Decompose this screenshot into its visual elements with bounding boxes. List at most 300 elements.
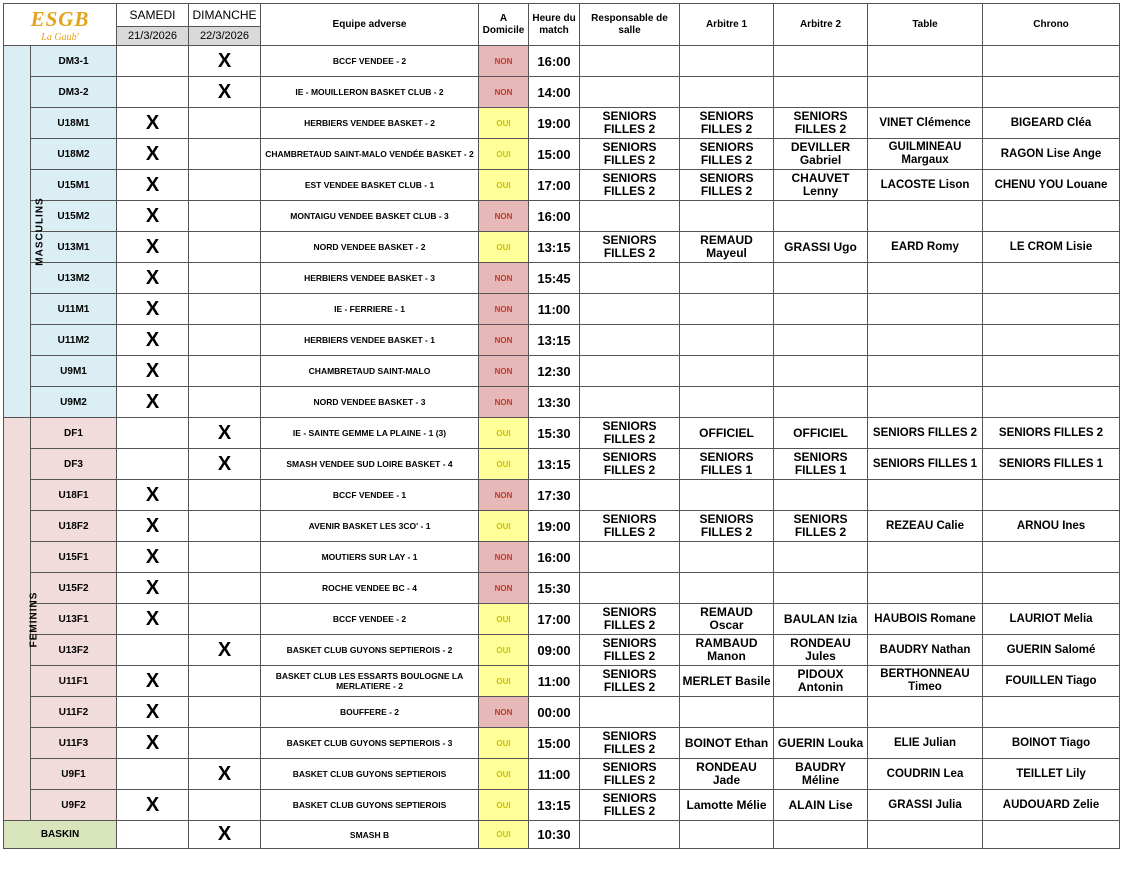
home-cell: OUI (479, 449, 529, 480)
referee-2-cell (774, 821, 868, 849)
referee-2-cell: SENIORS FILLES 2 (774, 108, 868, 139)
sunday-mark (189, 387, 261, 418)
saturday-mark: X (117, 480, 189, 511)
referee-2-cell: PIDOUX Antonin (774, 666, 868, 697)
sunday-mark: X (189, 46, 261, 77)
chrono-cell: LAURIOT Melia (983, 604, 1120, 635)
saturday-mark: X (117, 728, 189, 759)
opponent-cell: IE - FERRIERE - 1 (261, 294, 479, 325)
referee-2-cell: SENIORS FILLES 2 (774, 511, 868, 542)
referee-2-cell (774, 201, 868, 232)
referee-1-cell (680, 77, 774, 108)
opponent-cell: NORD VENDEE BASKET - 3 (261, 387, 479, 418)
sunday-mark (189, 108, 261, 139)
table-row (4, 790, 1120, 821)
table-cell: EARD Romy (868, 232, 983, 263)
sunday-mark: X (189, 449, 261, 480)
time-cell: 16:00 (529, 46, 580, 77)
time-cell: 11:00 (529, 666, 580, 697)
referee-2-cell: CHAUVET Lenny (774, 170, 868, 201)
hall-manager-cell (580, 356, 680, 387)
hall-manager-cell (580, 821, 680, 849)
group-label: MASCULINS (34, 197, 46, 266)
opponent-cell: CHAMBRETAUD SAINT-MALO (261, 356, 479, 387)
table-cell (868, 201, 983, 232)
time-cell: 12:30 (529, 356, 580, 387)
hall-manager-cell: SENIORS FILLES 2 (580, 790, 680, 821)
hall-manager-cell (580, 325, 680, 356)
header-chrono: Chrono (983, 4, 1120, 46)
opponent-cell: SMASH B (261, 821, 479, 849)
referee-2-cell: BAUDRY Méline (774, 759, 868, 790)
sunday-mark (189, 542, 261, 573)
referee-2-cell (774, 46, 868, 77)
opponent-cell: BCCF VENDEE - 2 (261, 604, 479, 635)
category-cell: U9F1 (31, 759, 117, 790)
chrono-cell: ARNOU Ines (983, 511, 1120, 542)
home-cell: NON (479, 46, 529, 77)
header-row (4, 4, 1120, 27)
referee-1-cell: SENIORS FILLES 2 (680, 511, 774, 542)
home-cell: OUI (479, 170, 529, 201)
chrono-cell (983, 356, 1120, 387)
referee-2-cell: DEVILLER Gabriel (774, 139, 868, 170)
time-cell: 14:00 (529, 77, 580, 108)
saturday-mark: X (117, 511, 189, 542)
referee-1-cell: SENIORS FILLES 2 (680, 108, 774, 139)
referee-1-cell (680, 573, 774, 604)
sunday-mark (189, 139, 261, 170)
chrono-cell (983, 46, 1120, 77)
home-cell: OUI (479, 418, 529, 449)
hall-manager-cell: SENIORS FILLES 2 (580, 139, 680, 170)
chrono-cell (983, 480, 1120, 511)
saturday-mark (117, 759, 189, 790)
sunday-mark (189, 480, 261, 511)
table-row (4, 635, 1120, 666)
table-cell (868, 697, 983, 728)
chrono-cell: BOINOT Tiago (983, 728, 1120, 759)
time-cell: 13:30 (529, 387, 580, 418)
header-home: A Domicile (479, 4, 529, 46)
referee-1-cell: REMAUD Oscar (680, 604, 774, 635)
table-row (4, 201, 1120, 232)
saturday-mark: X (117, 108, 189, 139)
time-cell: 17:30 (529, 480, 580, 511)
opponent-cell: MONTAIGU VENDEE BASKET CLUB - 3 (261, 201, 479, 232)
saturday-mark: X (117, 542, 189, 573)
opponent-cell: HERBIERS VENDEE BASKET - 2 (261, 108, 479, 139)
opponent-cell: BASKET CLUB GUYONS SEPTIEROIS (261, 790, 479, 821)
header-referee-2: Arbitre 2 (774, 4, 868, 46)
home-cell: NON (479, 573, 529, 604)
table-row (4, 232, 1120, 263)
group-masculins (4, 46, 46, 418)
table-row (4, 263, 1120, 294)
category-cell: U15F1 (31, 542, 117, 573)
sunday-mark (189, 294, 261, 325)
time-cell: 11:00 (529, 759, 580, 790)
chrono-cell: AUDOUARD Zelie (983, 790, 1120, 821)
category-cell: U15F2 (31, 573, 117, 604)
category-cell: U9M1 (31, 356, 117, 387)
table-cell (868, 542, 983, 573)
time-cell: 19:00 (529, 511, 580, 542)
header-referee-1: Arbitre 1 (680, 4, 774, 46)
saturday-mark: X (117, 356, 189, 387)
referee-1-cell: RAMBAUD Manon (680, 635, 774, 666)
referee-1-cell: BOINOT Ethan (680, 728, 774, 759)
sunday-mark (189, 790, 261, 821)
time-cell: 16:00 (529, 542, 580, 573)
table-row (4, 449, 1120, 480)
home-cell: OUI (479, 232, 529, 263)
opponent-cell: BCCF VENDEE - 1 (261, 480, 479, 511)
referee-2-cell (774, 387, 868, 418)
category-cell: U15M1 (31, 170, 117, 201)
referee-1-cell (680, 356, 774, 387)
saturday-mark: X (117, 139, 189, 170)
opponent-cell: IE - MOUILLERON BASKET CLUB - 2 (261, 77, 479, 108)
referee-2-cell (774, 263, 868, 294)
category-cell: U9M2 (31, 387, 117, 418)
chrono-cell (983, 77, 1120, 108)
referee-2-cell (774, 697, 868, 728)
table-row (4, 542, 1120, 573)
category-cell: U11M2 (31, 325, 117, 356)
category-cell: U18M2 (31, 139, 117, 170)
referee-2-cell: GRASSI Ugo (774, 232, 868, 263)
hall-manager-cell (580, 542, 680, 573)
time-cell: 15:30 (529, 573, 580, 604)
opponent-cell: IE - SAINTE GEMME LA PLAINE - 1 (3) (261, 418, 479, 449)
referee-1-cell (680, 542, 774, 573)
chrono-cell (983, 573, 1120, 604)
table-row (4, 356, 1120, 387)
chrono-cell (983, 542, 1120, 573)
referee-1-cell (680, 387, 774, 418)
club-logo (4, 4, 117, 46)
saturday-mark (117, 77, 189, 108)
sunday-mark (189, 232, 261, 263)
referee-1-cell (680, 201, 774, 232)
referee-1-cell: REMAUD Mayeul (680, 232, 774, 263)
sunday-mark (189, 263, 261, 294)
category-cell: U11F1 (31, 666, 117, 697)
chrono-cell (983, 697, 1120, 728)
table-row (4, 480, 1120, 511)
hall-manager-cell (580, 263, 680, 294)
opponent-cell: CHAMBRETAUD SAINT-MALO VENDÉE BASKET - 2 (261, 139, 479, 170)
table-row (4, 418, 1120, 449)
time-cell: 09:00 (529, 635, 580, 666)
hall-manager-cell (580, 294, 680, 325)
hall-manager-cell: SENIORS FILLES 2 (580, 728, 680, 759)
time-cell: 15:45 (529, 263, 580, 294)
logo-subtitle: La Gaub' (41, 31, 79, 43)
opponent-cell: BASKET CLUB GUYONS SEPTIEROIS - 3 (261, 728, 479, 759)
referee-2-cell (774, 480, 868, 511)
sunday-mark: X (189, 821, 261, 849)
referee-1-cell (680, 821, 774, 849)
opponent-cell: AVENIR BASKET LES 3CO' - 1 (261, 511, 479, 542)
sunday-mark (189, 728, 261, 759)
chrono-cell (983, 294, 1120, 325)
sunday-mark (189, 697, 261, 728)
referee-1-cell: RONDEAU Jade (680, 759, 774, 790)
header-time: Heure du match (529, 4, 580, 46)
hall-manager-cell: SENIORS FILLES 2 (580, 449, 680, 480)
hall-manager-cell (580, 387, 680, 418)
category-cell: U13F1 (31, 604, 117, 635)
hall-manager-cell: SENIORS FILLES 2 (580, 511, 680, 542)
header-table: Table (868, 4, 983, 46)
hall-manager-cell: SENIORS FILLES 2 (580, 418, 680, 449)
chrono-cell: RAGON Lise Ange (983, 139, 1120, 170)
time-cell: 19:00 (529, 108, 580, 139)
chrono-cell: CHENU YOU Louane (983, 170, 1120, 201)
saturday-mark: X (117, 790, 189, 821)
saturday-mark (117, 418, 189, 449)
saturday-mark: X (117, 170, 189, 201)
category-cell: DF1 (31, 418, 117, 449)
home-cell: NON (479, 697, 529, 728)
time-cell: 13:15 (529, 790, 580, 821)
opponent-cell: BASKET CLUB GUYONS SEPTIEROIS - 2 (261, 635, 479, 666)
referee-2-cell: BAULAN Izia (774, 604, 868, 635)
table-row (4, 759, 1120, 790)
referee-1-cell: SENIORS FILLES 1 (680, 449, 774, 480)
time-cell: 15:30 (529, 418, 580, 449)
referee-1-cell (680, 263, 774, 294)
table-row (4, 294, 1120, 325)
chrono-cell (983, 201, 1120, 232)
time-cell: 00:00 (529, 697, 580, 728)
chrono-cell (983, 387, 1120, 418)
hall-manager-cell (580, 46, 680, 77)
category-cell: U15M2 (31, 201, 117, 232)
category-cell: BASKIN (4, 821, 117, 849)
home-cell: NON (479, 263, 529, 294)
saturday-mark (117, 821, 189, 849)
referee-1-cell: Lamotte Mélie (680, 790, 774, 821)
table-cell: BAUDRY Nathan (868, 635, 983, 666)
opponent-cell: BOUFFERE - 2 (261, 697, 479, 728)
referee-2-cell (774, 356, 868, 387)
referee-1-cell: SENIORS FILLES 2 (680, 139, 774, 170)
table-cell: BERTHONNEAU Timeo (868, 666, 983, 697)
hall-manager-cell: SENIORS FILLES 2 (580, 635, 680, 666)
opponent-cell: BCCF VENDEE - 2 (261, 46, 479, 77)
table-row (4, 511, 1120, 542)
time-cell: 11:00 (529, 294, 580, 325)
saturday-mark: X (117, 666, 189, 697)
table-cell: REZEAU Calie (868, 511, 983, 542)
hall-manager-cell: SENIORS FILLES 2 (580, 666, 680, 697)
referee-2-cell (774, 77, 868, 108)
saturday-mark: X (117, 604, 189, 635)
home-cell: OUI (479, 604, 529, 635)
home-cell: OUI (479, 790, 529, 821)
opponent-cell: EST VENDEE BASKET CLUB - 1 (261, 170, 479, 201)
sunday-mark (189, 356, 261, 387)
category-cell: DM3-1 (31, 46, 117, 77)
category-cell: U13F2 (31, 635, 117, 666)
saturday-mark: X (117, 201, 189, 232)
table-row (4, 170, 1120, 201)
saturday-mark: X (117, 294, 189, 325)
hall-manager-cell: SENIORS FILLES 2 (580, 170, 680, 201)
group-feminins (4, 418, 40, 821)
sunday-mark (189, 604, 261, 635)
chrono-cell (983, 263, 1120, 294)
schedule-table (3, 3, 1120, 849)
referee-2-cell (774, 573, 868, 604)
saturday-mark (117, 635, 189, 666)
referee-2-cell (774, 325, 868, 356)
home-cell: OUI (479, 139, 529, 170)
table-row (4, 697, 1120, 728)
saturday-mark (117, 46, 189, 77)
logo-text: ESGB (30, 6, 90, 31)
home-cell: NON (479, 201, 529, 232)
hall-manager-cell: SENIORS FILLES 2 (580, 604, 680, 635)
home-cell: OUI (479, 728, 529, 759)
hall-manager-cell: SENIORS FILLES 2 (580, 232, 680, 263)
referee-2-cell: GUERIN Louka (774, 728, 868, 759)
chrono-cell: SENIORS FILLES 2 (983, 418, 1120, 449)
sunday-mark (189, 325, 261, 356)
home-cell: NON (479, 480, 529, 511)
referee-1-cell: SENIORS FILLES 2 (680, 170, 774, 201)
home-cell: OUI (479, 635, 529, 666)
referee-1-cell: MERLET Basile (680, 666, 774, 697)
chrono-cell: TEILLET Lily (983, 759, 1120, 790)
table-row (4, 139, 1120, 170)
table-row (4, 666, 1120, 697)
time-cell: 17:00 (529, 604, 580, 635)
schedule-body (4, 4, 1120, 849)
referee-2-cell: SENIORS FILLES 1 (774, 449, 868, 480)
hall-manager-cell: SENIORS FILLES 2 (580, 759, 680, 790)
saturday-mark: X (117, 573, 189, 604)
sunday-mark (189, 170, 261, 201)
table-cell (868, 356, 983, 387)
opponent-cell: NORD VENDEE BASKET - 2 (261, 232, 479, 263)
saturday-mark: X (117, 325, 189, 356)
chrono-cell (983, 325, 1120, 356)
category-cell: DF3 (31, 449, 117, 480)
opponent-cell: SMASH VENDEE SUD LOIRE BASKET - 4 (261, 449, 479, 480)
table-cell: SENIORS FILLES 1 (868, 449, 983, 480)
category-cell: U18M1 (31, 108, 117, 139)
referee-2-cell (774, 294, 868, 325)
category-cell: U18F1 (31, 480, 117, 511)
table-cell (868, 573, 983, 604)
hall-manager-cell (580, 573, 680, 604)
table-row (4, 573, 1120, 604)
home-cell: OUI (479, 759, 529, 790)
time-cell: 15:00 (529, 139, 580, 170)
sunday-mark: X (189, 418, 261, 449)
home-cell: NON (479, 294, 529, 325)
chrono-cell: LE CROM Lisie (983, 232, 1120, 263)
table-cell: GUILMINEAU Margaux (868, 139, 983, 170)
referee-2-cell (774, 542, 868, 573)
table-row (4, 108, 1120, 139)
time-cell: 10:30 (529, 821, 580, 849)
time-cell: 16:00 (529, 201, 580, 232)
hall-manager-cell (580, 697, 680, 728)
table-cell (868, 480, 983, 511)
sunday-mark: X (189, 635, 261, 666)
table-cell: HAUBOIS Romane (868, 604, 983, 635)
home-cell: OUI (479, 666, 529, 697)
opponent-cell: BASKET CLUB GUYONS SEPTIEROIS (261, 759, 479, 790)
home-cell: NON (479, 542, 529, 573)
saturday-mark: X (117, 263, 189, 294)
sunday-mark (189, 201, 261, 232)
referee-1-cell: OFFICIEL (680, 418, 774, 449)
opponent-cell: HERBIERS VENDEE BASKET - 1 (261, 325, 479, 356)
referee-1-cell (680, 480, 774, 511)
referee-1-cell (680, 325, 774, 356)
table-row (4, 728, 1120, 759)
table-cell: VINET Clémence (868, 108, 983, 139)
chrono-cell: SENIORS FILLES 1 (983, 449, 1120, 480)
table-cell (868, 294, 983, 325)
saturday-mark: X (117, 697, 189, 728)
table-cell (868, 263, 983, 294)
time-cell: 15:00 (529, 728, 580, 759)
table-row (4, 604, 1120, 635)
time-cell: 17:00 (529, 170, 580, 201)
saturday-mark: X (117, 232, 189, 263)
category-cell: U13M2 (31, 263, 117, 294)
table-cell: COUDRIN Lea (868, 759, 983, 790)
home-cell: NON (479, 387, 529, 418)
category-cell: DM3-2 (31, 77, 117, 108)
chrono-cell (983, 821, 1120, 849)
table-row (4, 46, 1120, 77)
table-cell (868, 387, 983, 418)
home-cell: NON (479, 325, 529, 356)
saturday-mark (117, 449, 189, 480)
referee-1-cell (680, 294, 774, 325)
table-row (4, 325, 1120, 356)
referee-1-cell (680, 697, 774, 728)
date-sunday: 22/3/2026 (189, 27, 261, 46)
time-cell: 13:15 (529, 232, 580, 263)
home-cell: OUI (479, 108, 529, 139)
table-cell: LACOSTE Lison (868, 170, 983, 201)
opponent-cell: ROCHE VENDEE BC - 4 (261, 573, 479, 604)
referee-1-cell (680, 46, 774, 77)
header-sunday: DIMANCHE (189, 4, 261, 27)
header-opponent: Equipe adverse (261, 4, 479, 46)
header-hall-manager: Responsable de salle (580, 4, 680, 46)
chrono-cell: FOUILLEN Tiago (983, 666, 1120, 697)
home-cell: NON (479, 356, 529, 387)
table-row (4, 77, 1120, 108)
hall-manager-cell (580, 480, 680, 511)
opponent-cell: MOUTIERS SUR LAY - 1 (261, 542, 479, 573)
table-row (4, 387, 1120, 418)
table-cell (868, 821, 983, 849)
category-cell: U9F2 (31, 790, 117, 821)
referee-2-cell: ALAIN Lise (774, 790, 868, 821)
table-cell: SENIORS FILLES 2 (868, 418, 983, 449)
